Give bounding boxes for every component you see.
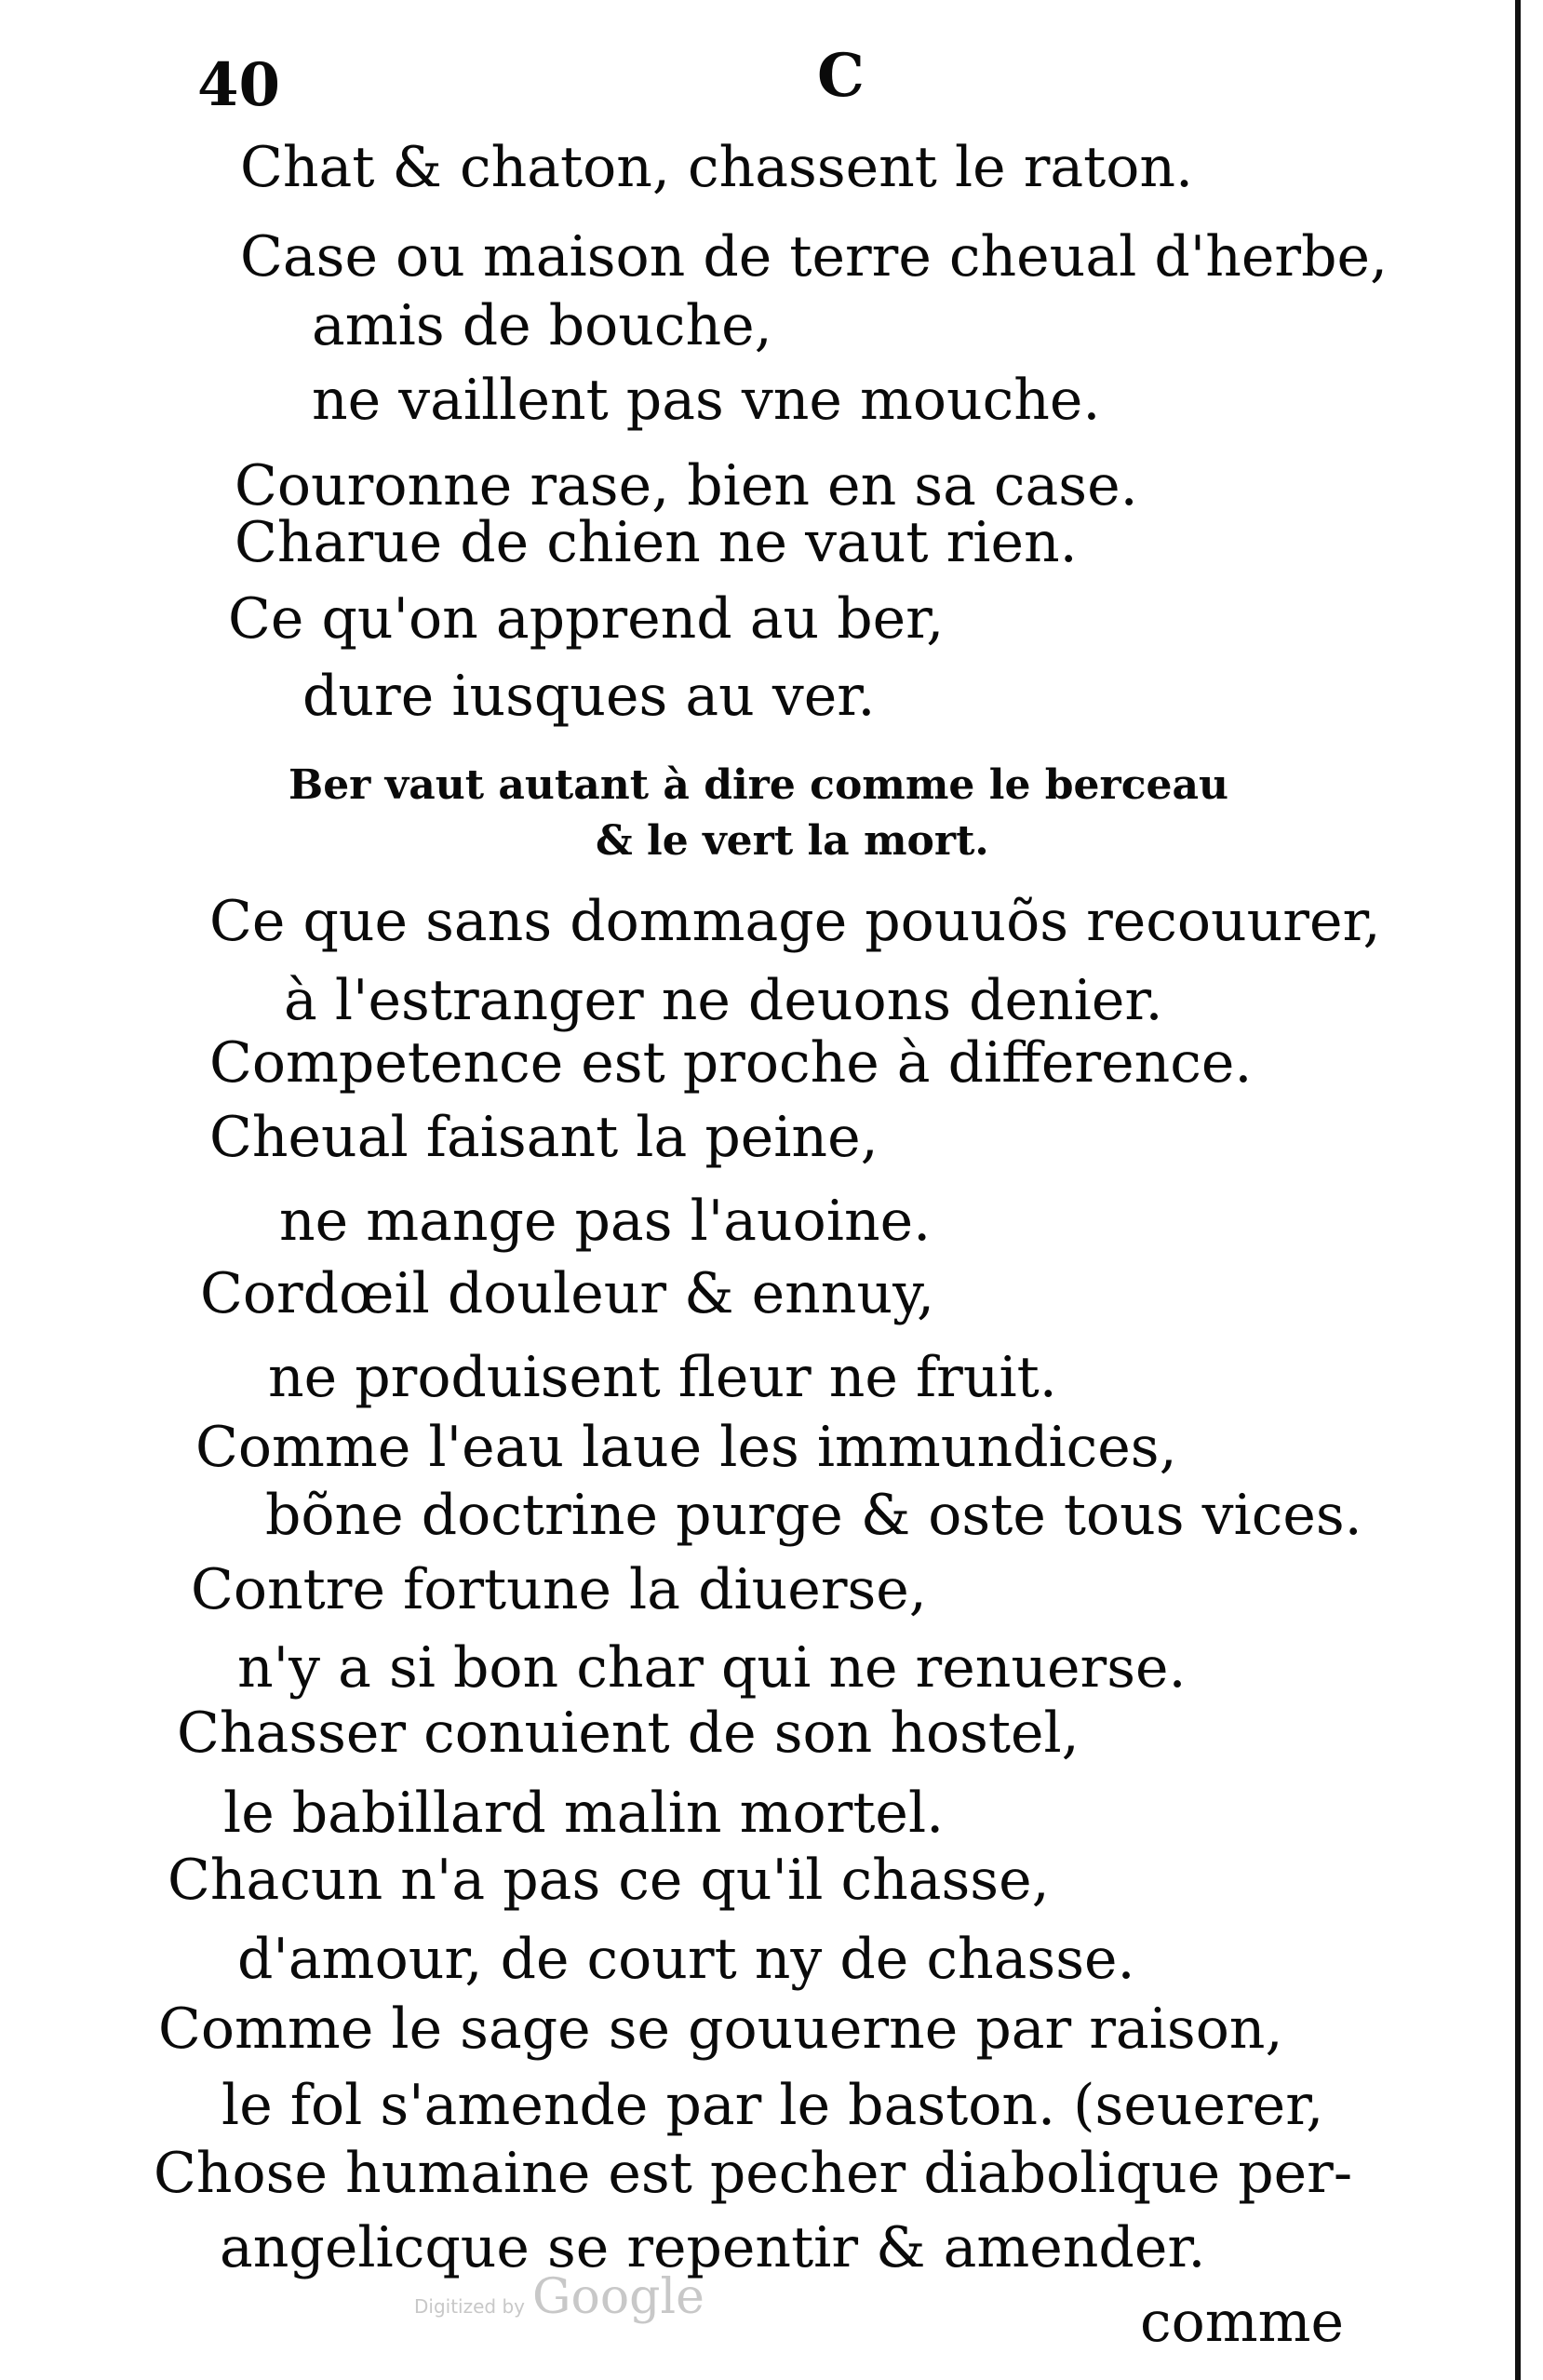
text-line: dure iusques au ver. (302, 664, 876, 729)
text-line: amis de bouche, (312, 293, 772, 358)
text-line: Competence est proche à difference. (209, 1030, 1253, 1096)
text-line: Contre fortune la diuerse, (191, 1557, 927, 1622)
watermark-brand: Google (532, 2269, 704, 2325)
text-line: Chat & chaton, chassent le raton. (240, 135, 1194, 200)
text-line: Comme le sage se gouuerne par raison, (158, 1997, 1283, 2062)
text-line: bõne doctrine purge & oste tous vices. (265, 1483, 1362, 1548)
section-letter: C (817, 41, 865, 111)
text-line: Cheual faisant la peine, (209, 1105, 879, 1170)
text-line: ne vaillent pas vne mouche. (312, 368, 1101, 433)
text-line: Couronne rase, bien en sa case. (235, 453, 1138, 518)
text-line: n'y a si bon char qui ne renuerse. (237, 1635, 1187, 1701)
text-line: Charue de chien ne vaut rien. (235, 510, 1078, 575)
text-line: le babillard malin mortel. (223, 1781, 945, 1846)
text-line: ne mange pas l'auoine. (279, 1189, 932, 1254)
text-line: à l'estranger ne deuons denier. (284, 968, 1163, 1033)
text-line: Ce qu'on apprend au ber, (228, 586, 945, 652)
page-number: 40 (197, 50, 281, 120)
digitization-watermark (414, 2269, 704, 2325)
text-line: angelicque se repentir & amender. (220, 2215, 1206, 2280)
text-line: Cordœil douleur & ennuy, (200, 1261, 935, 1326)
text-line: le fol s'amende par le baston. (seuerer, (221, 2073, 1324, 2138)
text-line: Comme l'eau laue les immundices, (195, 1415, 1177, 1480)
text-line: Ce que sans dommage pouuõs recouurer, (209, 889, 1381, 954)
catchword: comme (1140, 2290, 1345, 2355)
text-line: Chacun n'a pas ce qu'il chasse, (168, 1848, 1050, 1913)
text-line: Case ou maison de terre cheual d'herbe, (240, 224, 1389, 289)
text-line: ne produisent fleur ne fruit. (268, 1345, 1057, 1410)
page-edge-rule (1515, 0, 1521, 2380)
text-line: d'amour, de court ny de chasse. (237, 1927, 1135, 1992)
text-line: Chasser conuient de son hostel, (177, 1701, 1080, 1766)
watermark-prefix: Digitized by (414, 2295, 525, 2318)
note-line: Ber vaut autant à dire comme le berceau (288, 761, 1228, 809)
note-line: & le vert la mort. (596, 817, 989, 865)
text-line: Chose humaine est pecher diabolique per- (154, 2141, 1353, 2206)
